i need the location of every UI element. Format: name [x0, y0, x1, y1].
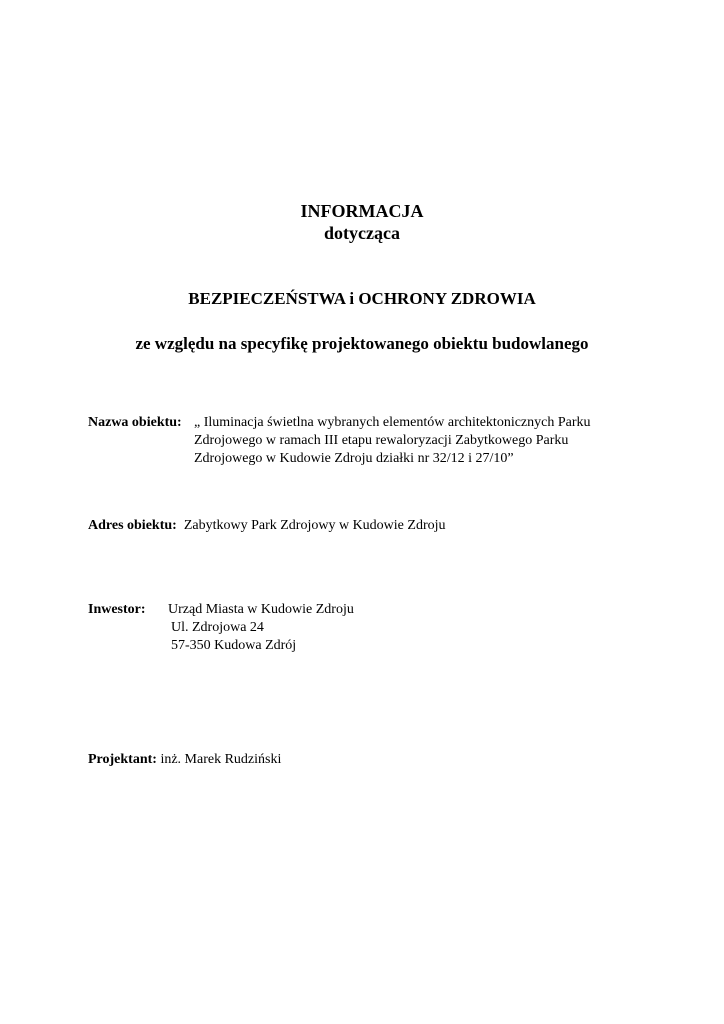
heading-subtitle: ze względu na specyfikę projektowanego obiektu budowlanego	[135, 334, 589, 353]
field-nazwa-line-2: Zdrojowego w ramach III etapu rewaloryzacji Zabytkowego Parku	[194, 433, 569, 448]
field-inwestor-value	[168, 601, 488, 655]
field-inwestor-line-2: Ul. Zdrojowa 24	[171, 620, 264, 635]
heading-bhp	[0, 288, 724, 310]
field-inwestor-line-3: 57-350 Kudowa Zdrój	[171, 638, 297, 653]
field-adres-label: Adres obiektu:	[88, 518, 177, 533]
field-inwestor-line-1: Urząd Miasta w Kudowie Zdroju	[168, 602, 354, 617]
field-nazwa-line-1: „ Iluminacja świetlna wybranych elementów architektonicznych Parku	[194, 415, 591, 430]
field-nazwa-value	[194, 414, 654, 468]
field-nazwa-line-3: Zdrojowego w Kudowie Zdroju działki nr 32/12 i 27/10”	[194, 451, 514, 466]
heading-bhp-text: BEZPIECZEŃSTWA i OCHRONY ZDROWIA	[188, 289, 536, 308]
field-nazwa-label: Nazwa obiektu:	[88, 415, 182, 430]
heading-informacja: INFORMACJA	[300, 201, 424, 221]
heading-dotyczaca: dotycząca	[324, 223, 400, 243]
field-adres-value: Zabytkowy Park Zdrojowy w Kudowie Zdroju	[183, 518, 446, 533]
field-adres-obiektu	[88, 517, 446, 535]
field-projektant-label: Projektant:	[88, 752, 157, 767]
field-projektant	[88, 751, 281, 769]
field-inwestor-label: Inwestor:	[88, 602, 146, 617]
field-projektant-value: inż. Marek Rudziński	[160, 752, 282, 767]
